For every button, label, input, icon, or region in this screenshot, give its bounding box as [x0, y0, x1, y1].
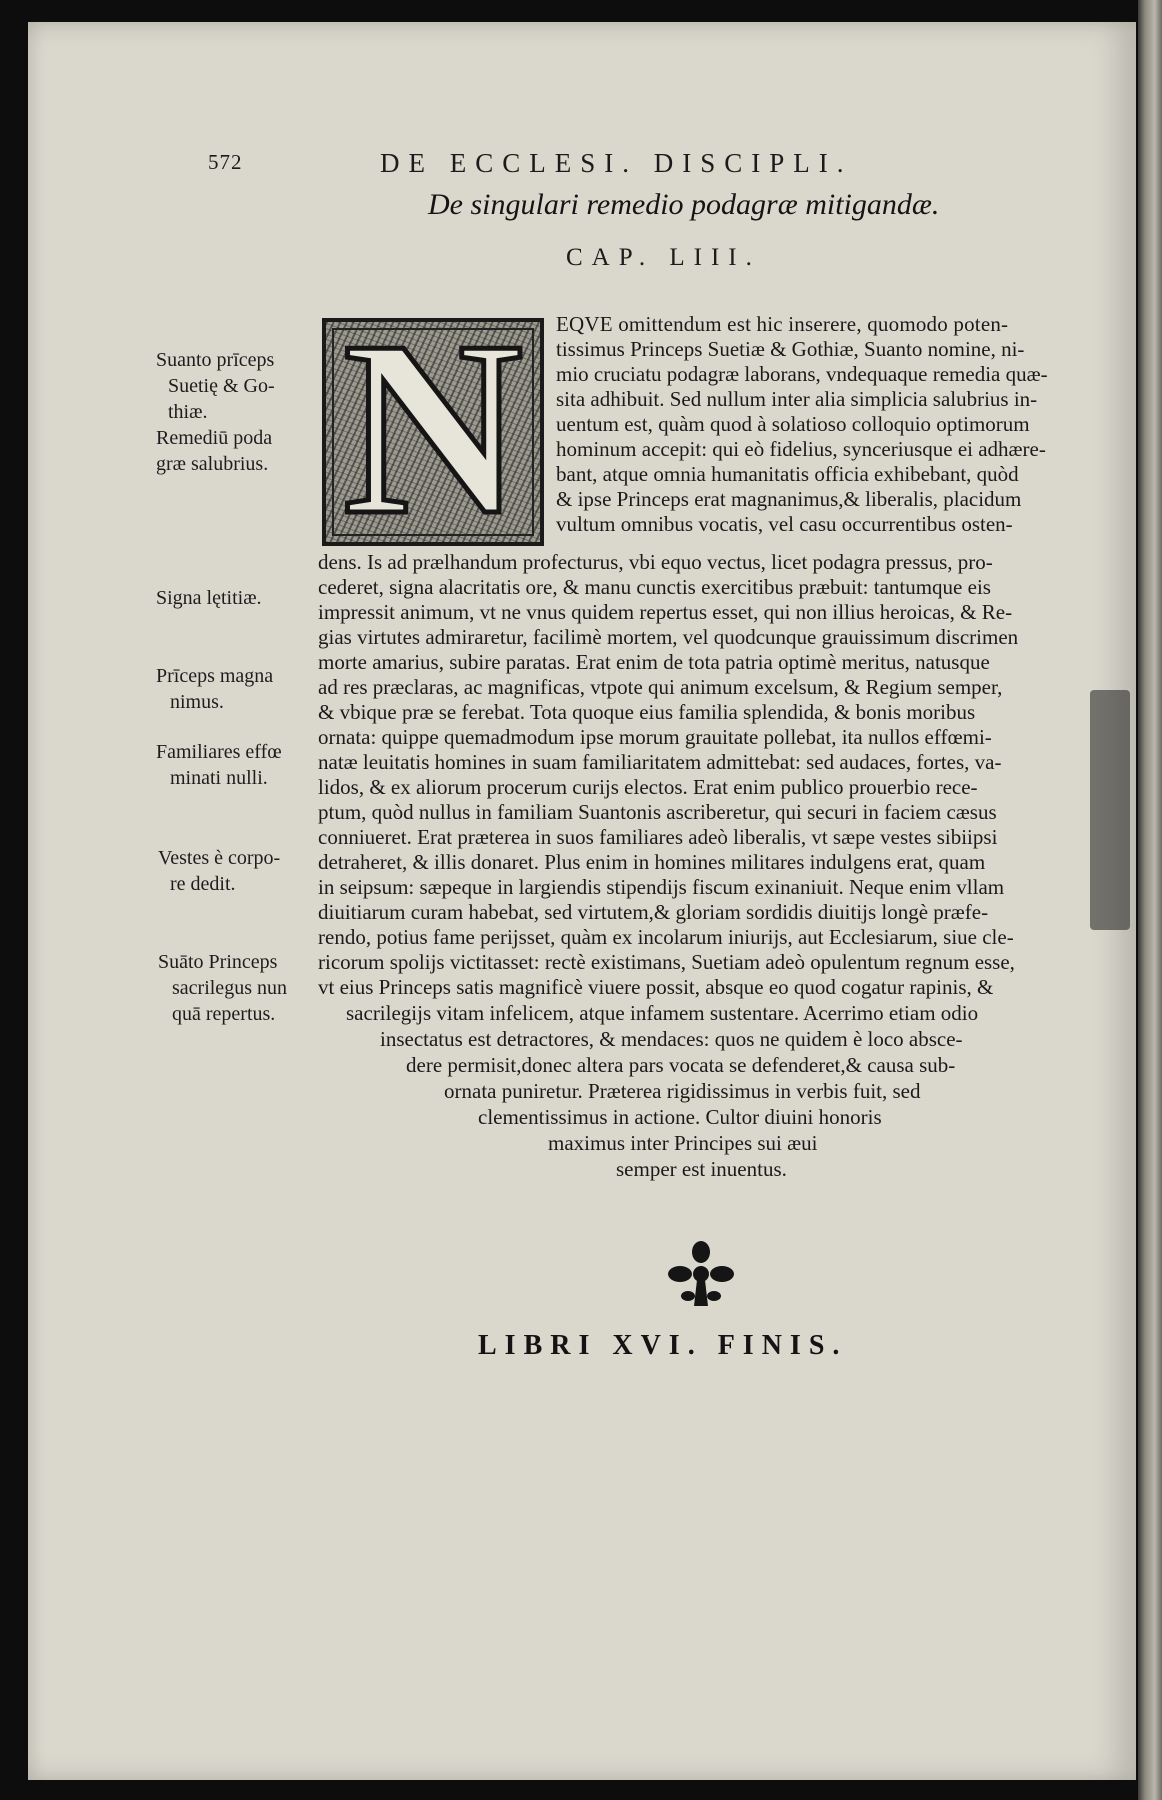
- text-line: natæ leuitatis homines in suam familiaritatem admittebat: sed audaces, fortes, va-: [318, 750, 1002, 774]
- margin-note: Suetię & Go-: [168, 375, 275, 397]
- text-line: sacrilegijs vitam infelicem, atque infamem sustentare. Acerrimo etiam odio: [346, 1001, 979, 1025]
- text-line: bant, atque omnia humanitatis officia exhibebant, quòd: [556, 462, 1019, 486]
- text-line: detraheret, & illis donaret. Plus enim in homines militares indulgens erat, quam: [318, 850, 986, 874]
- text-line: EQVE omittendum est hic inserere, quomodo poten-: [556, 312, 1009, 336]
- margin-note: Signa lętitiæ.: [156, 587, 262, 609]
- initial-letter: N: [342, 318, 524, 546]
- margin-note: Vestes è corpo-: [158, 847, 281, 869]
- text-line: rendo, potius fame perijsset, quàm ex incolarum iniurijs, aut Ecclesiarum, siue cle-: [318, 925, 1014, 949]
- text-line: clementissimus in actione. Cultor diuini honoris: [478, 1105, 882, 1129]
- margin-note: Remediū poda: [156, 427, 273, 449]
- text-line: vt eius Princeps satis magnificè viuere possit, absque eo quod cogatur rapinis, &: [318, 975, 994, 999]
- text-line: vultum omnibus vocatis, vel casu occurrentibus osten-: [556, 512, 1013, 536]
- margin-note: Familiares effœ: [156, 741, 282, 763]
- text-line: hominum accepit: qui eò fidelius, synceriusque ei adhære-: [556, 437, 1046, 461]
- text-line: cederet, signa alacritatis ore, & manu cunctis exercitibus præbuit: tantumque eis: [318, 575, 991, 599]
- text-line: uentum est, quàm quod à solatioso colloquio optimorum: [556, 412, 1030, 436]
- margin-note: thiæ.: [168, 401, 208, 423]
- text-line: impressit animum, vt ne vnus quidem repertus esset, qui non illius heroicas, & Re-: [318, 600, 1013, 624]
- text-line: & vbique præ se ferebat. Tota quoque eius familia splendida, & bonis moribus: [318, 700, 976, 724]
- chapter-number: CAP. LIII.: [566, 244, 761, 271]
- colophon: LIBRI XVI. FINIS.: [478, 1330, 848, 1361]
- text-line: mio cruciatu podagræ laborans, vndequaque remedia quæ-: [556, 362, 1048, 386]
- text-line: semper est inuentus.: [616, 1157, 787, 1181]
- text-line: dere permisit,donec altera pars vocata se defenderet,& causa sub-: [406, 1053, 956, 1077]
- text-line: insectatus est detractores, & mendaces: quos ne quidem è loco absce-: [380, 1027, 963, 1051]
- margin-note: græ salubrius.: [156, 453, 269, 475]
- margin-note: Suāto Princeps: [158, 951, 278, 973]
- margin-note: re dedit.: [170, 873, 236, 895]
- margin-note: Prīceps magna: [156, 665, 274, 687]
- text-line: dens. Is ad prælhandum profecturus, vbi equo vectus, licet podagra pressus, pro-: [318, 550, 993, 574]
- text-line: diuitiarum curam habebat, sed virtutem,& gloriam sordidis diuitijs longè præfe-: [318, 900, 989, 924]
- page-number: 572: [208, 150, 243, 174]
- text-line: ornata: quippe quemadmodum ipse morum grauitate pollebat, ita nullos effœmi-: [318, 725, 992, 749]
- text-line: lidos, & ex aliorum procerum curijs electos. Erat enim publico prouerbio rece-: [318, 775, 978, 799]
- text-line: ricorum spolijs victitasset: rectè existimans, Suetiam adeò opulentum regnum esse,: [318, 950, 1015, 974]
- margin-note: nimus.: [170, 691, 224, 713]
- text-line: conniueret. Erat præterea in suos familiares adeò liberalis, vt sæpe vestes sibiipsi: [318, 825, 998, 849]
- text-line: & ipse Princeps erat magnanimus,& liberalis, placidum: [556, 487, 1022, 511]
- text-line: in seipsum: sæpeque in largiendis stipendijs fiscum exinaniuit. Neque enim vllam: [318, 875, 1005, 899]
- text-line: morte amarius, subire paratas. Erat enim de tota patria optimè meritus, natusque: [318, 650, 990, 674]
- text-line: tissimus Princeps Suetiæ & Gothiæ, Suanto nomine, ni-: [556, 337, 1025, 361]
- chapter-title: De singulari remedio podagræ mitigandæ.: [428, 188, 940, 221]
- margin-note: sacrilegus nun: [172, 977, 287, 999]
- text-line: sita adhibuit. Sed nullum inter alia simplicia salubrius in-: [556, 387, 1038, 411]
- text-line: maximus inter Principes sui æui: [548, 1131, 818, 1155]
- text-line: gias virtutes admiraretur, facilimè mortem, vel quodcunque grauissimum discrimen: [318, 625, 1019, 649]
- text-line: ornata puniretur. Præterea rigidissimus in verbis fuit, sed: [444, 1079, 921, 1103]
- running-title: DE ECCLESI. DISCIPLI.: [380, 148, 853, 178]
- text-line: ad res præclaras, ac magnificas, vtpote qui animum excelsum, & Regium semper,: [318, 675, 1003, 699]
- margin-note: minati nulli.: [170, 767, 268, 789]
- fleuron-ornament-icon: [666, 1240, 736, 1310]
- margin-note: quā repertus.: [172, 1003, 276, 1025]
- margin-note: Suanto prīceps: [156, 349, 275, 371]
- text-line: ptum, quòd nullus in familiam Suantonis ascriberetur, qui securi in faciem cæsus: [318, 800, 997, 824]
